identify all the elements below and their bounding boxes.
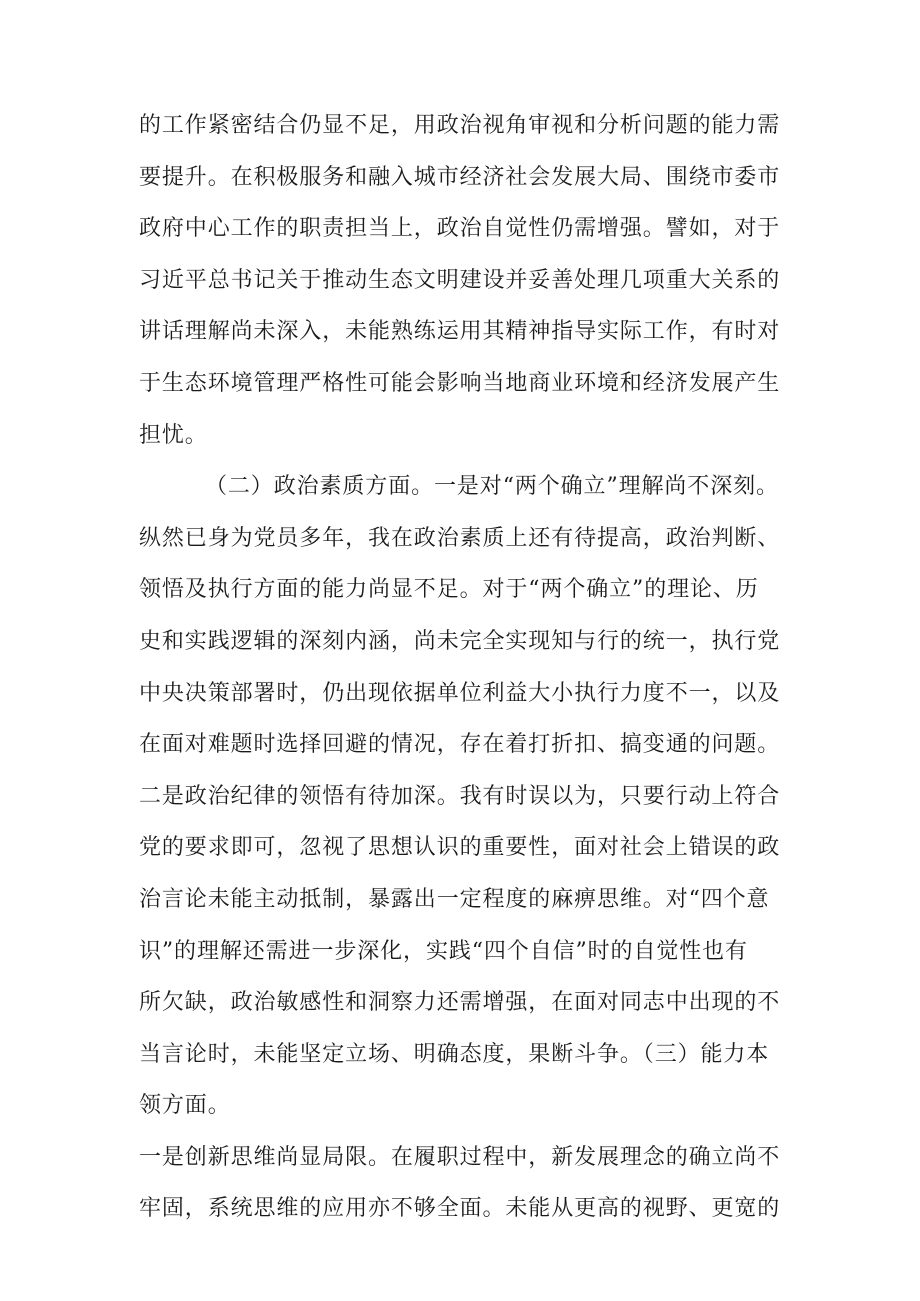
text-line: 治言论未能主动抵制，暴露出一定程度的麻痹思维。对“四个意 xyxy=(139,886,770,912)
text-line: 于生态环境管理严格性可能会影响当地商业环境和经济发展产生 xyxy=(139,370,781,396)
text-line: 在面对难题时选择回避的情况，存在着打折扣、搞变通的问题。 xyxy=(139,732,781,758)
text-line: 讲话理解尚未深入，未能熟练运用其精神指导实际工作，有时对 xyxy=(139,319,781,345)
text-line: 担忧。 xyxy=(139,422,208,448)
text-line: 识”的理解还需进一步深化，实践“四个自信”时的自觉性也有 xyxy=(139,938,748,964)
text-line: 领悟及执行方面的能力尚显不足。对于“两个确立”的理论、历 xyxy=(139,577,759,603)
text-line: 要提升。在积极服务和融入城市经济社会发展大局、围绕市委市 xyxy=(139,164,781,190)
text-line: 的工作紧密结合仍显不足，用政治视角审视和分析问题的能力需 xyxy=(139,113,781,138)
text-line: 当言论时，未能坚定立场、明确态度，果断斗争。（三）能力本 xyxy=(139,1041,770,1067)
text-line: 习近平总书记关于推动生态文明建设并妥善处理几项重大关系的 xyxy=(139,267,781,293)
text-line: 牢固，系统思维的应用亦不够全面。未能从更高的视野、更宽的 xyxy=(139,1196,781,1222)
text-line: 党的要求即可，忽视了思想认识的重要性，面对社会上错误的政 xyxy=(139,835,781,861)
section-heading-line: （二）政治素质方面。一是对“两个确立”理解尚不深刻。 xyxy=(205,474,779,500)
text-line: 中央决策部署时，仍出现依据单位利益大小执行力度不一，以及 xyxy=(139,680,781,706)
text-line: 领方面。 xyxy=(139,1093,231,1119)
body-text xyxy=(139,100,799,1235)
text-line: 二是政治纪律的领悟有待加深。我有时误以为，只要行动上符合 xyxy=(139,783,781,809)
text-line: 一是创新思维尚显局限。在履职过程中，新发展理念的确立尚不 xyxy=(139,1144,781,1170)
text-line: 史和实践逻辑的深刻内涵，尚未完全实现知与行的统一，执行党 xyxy=(139,628,781,654)
text-line: 纵然已身为党员多年，我在政治素质上还有待提高，政治判断、 xyxy=(139,525,781,551)
text-line: 所欠缺，政治敏感性和洞察力还需增强，在面对同志中出现的不 xyxy=(139,990,781,1016)
text-line: 政府中心工作的职责担当上，政治自觉性仍需增强。譬如，对于 xyxy=(139,216,781,242)
